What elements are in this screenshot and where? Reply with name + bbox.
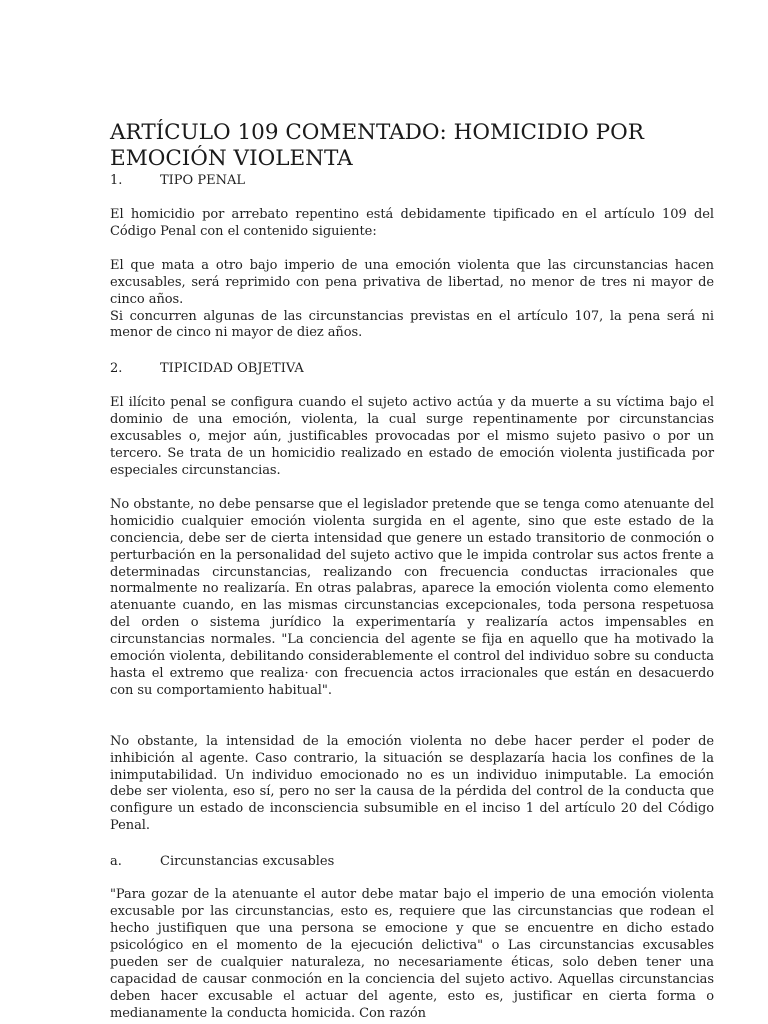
subsection-heading-circunstancias-excusables <box>110 853 714 870</box>
paragraph: El homicidio por arrebato repentino está debidamente tipificado en el artículo 109 del Código Penal con el contenido siguiente: <box>110 207 714 239</box>
paragraph: No obstante, la intensidad de la emoción violenta no debe hacer perder el poder de inhibición al agente. Caso contrario, la situación se desplazaría hacia los confines de la inimputabilidad. Un individuo emocionado no es un individuo inimputable. La emoción debe ser violenta, eso sí, pero no ser la causa de la pérdida del control de la conducta que configure un estado de inconsciencia subsumible en el inciso 1 del artículo 20 del Código Penal. <box>110 733 714 834</box>
quoted-law-text: El que mata a otro bajo imperio de una emoción violenta que las circunstancias hacen excusables, será reprimido con pena privativa de libertad, no menor de tres ni mayor de cinco años. <box>110 257 714 307</box>
section-number: 2. <box>110 361 123 377</box>
section-heading-tipo-penal <box>110 172 714 189</box>
section-label: TIPO PENAL <box>160 173 245 188</box>
section-heading-tipicidad-objetiva <box>110 360 714 377</box>
subsection-number: a. <box>110 854 122 870</box>
paragraph: No obstante, no debe pensarse que el legislador pretende que se tenga como atenuante del homicidio cualquier emoción violenta surgida en el agente, sino que este estado de la conciencia, debe ser de cierta intensidad que genere un estado transitorio de conmoción o perturbación en la personalidad del sujeto activo que le impida controlar sus actos frente a determinadas circunstancias, realizando con frecuencia conductas irracionales que normalmente no realizaría. En otras palabras, aparece la emoción violenta como elemento atenuante cuando, en las mismas circunstancias excepcionales, toda persona respetuosa del orden o sistema jurídico la experimentaría y realizaría actos impensables en circunstancias normales. "La conciencia del agente se fija en aquello que ha motivado la emoción violenta, debilitando considerablemente el control del individuo sobre su conducta hasta el extremo que realiza· con frecuencia actos irracionales que están en desacuerdo con su comportamiento habitual". <box>110 496 714 698</box>
quoted-law-text-continued: Si concurren algunas de las circunstancias previstas en el artículo 107, la pena será ni menor de cinco ni mayor de diez años. <box>110 308 714 341</box>
document-page <box>110 120 714 1022</box>
subsection-label: Circunstancias excusables <box>160 854 335 870</box>
paragraph: El ilícito penal se configura cuando el sujeto activo actúa y da muerte a su víctima bajo el dominio de una emoción, violenta, la cual surge repentinamente por circunstancias excusables o, mejor aún, justificables provocadas por el mismo sujeto pasivo o por un tercero. Se trata de un homicidio realizado en estado de emoción violenta justificada por especiales circunstancias. <box>110 395 714 478</box>
section-number: 1. <box>110 173 123 188</box>
paragraph: "Para gozar de la atenuante el autor debe matar bajo el imperio de una emoción violenta excusable por las circunstancias, esto es, requiere que las circunstancias que rodean el hecho justifiquen que una persona se emocione y que se encuentre en dicho estado psicológico en el momento de la ejecución delictiva" o Las circunstancias excusables pueden ser de cualquier naturaleza, no necesariamente éticas, solo deben tener una capacidad de causar conmoción en la conciencia del sujeto activo. Aquellas circunstancias deben hacer excusable el actuar del agente, esto es, justificar en cierta forma o medianamente la conducta homicida. Con razón <box>110 887 714 1021</box>
document-title: ARTÍCULO 109 COMENTADO: HOMICIDIO POR EMOCIÓN VIOLENTA <box>110 120 644 171</box>
section-label: TIPICIDAD OBJETIVA <box>160 361 304 377</box>
